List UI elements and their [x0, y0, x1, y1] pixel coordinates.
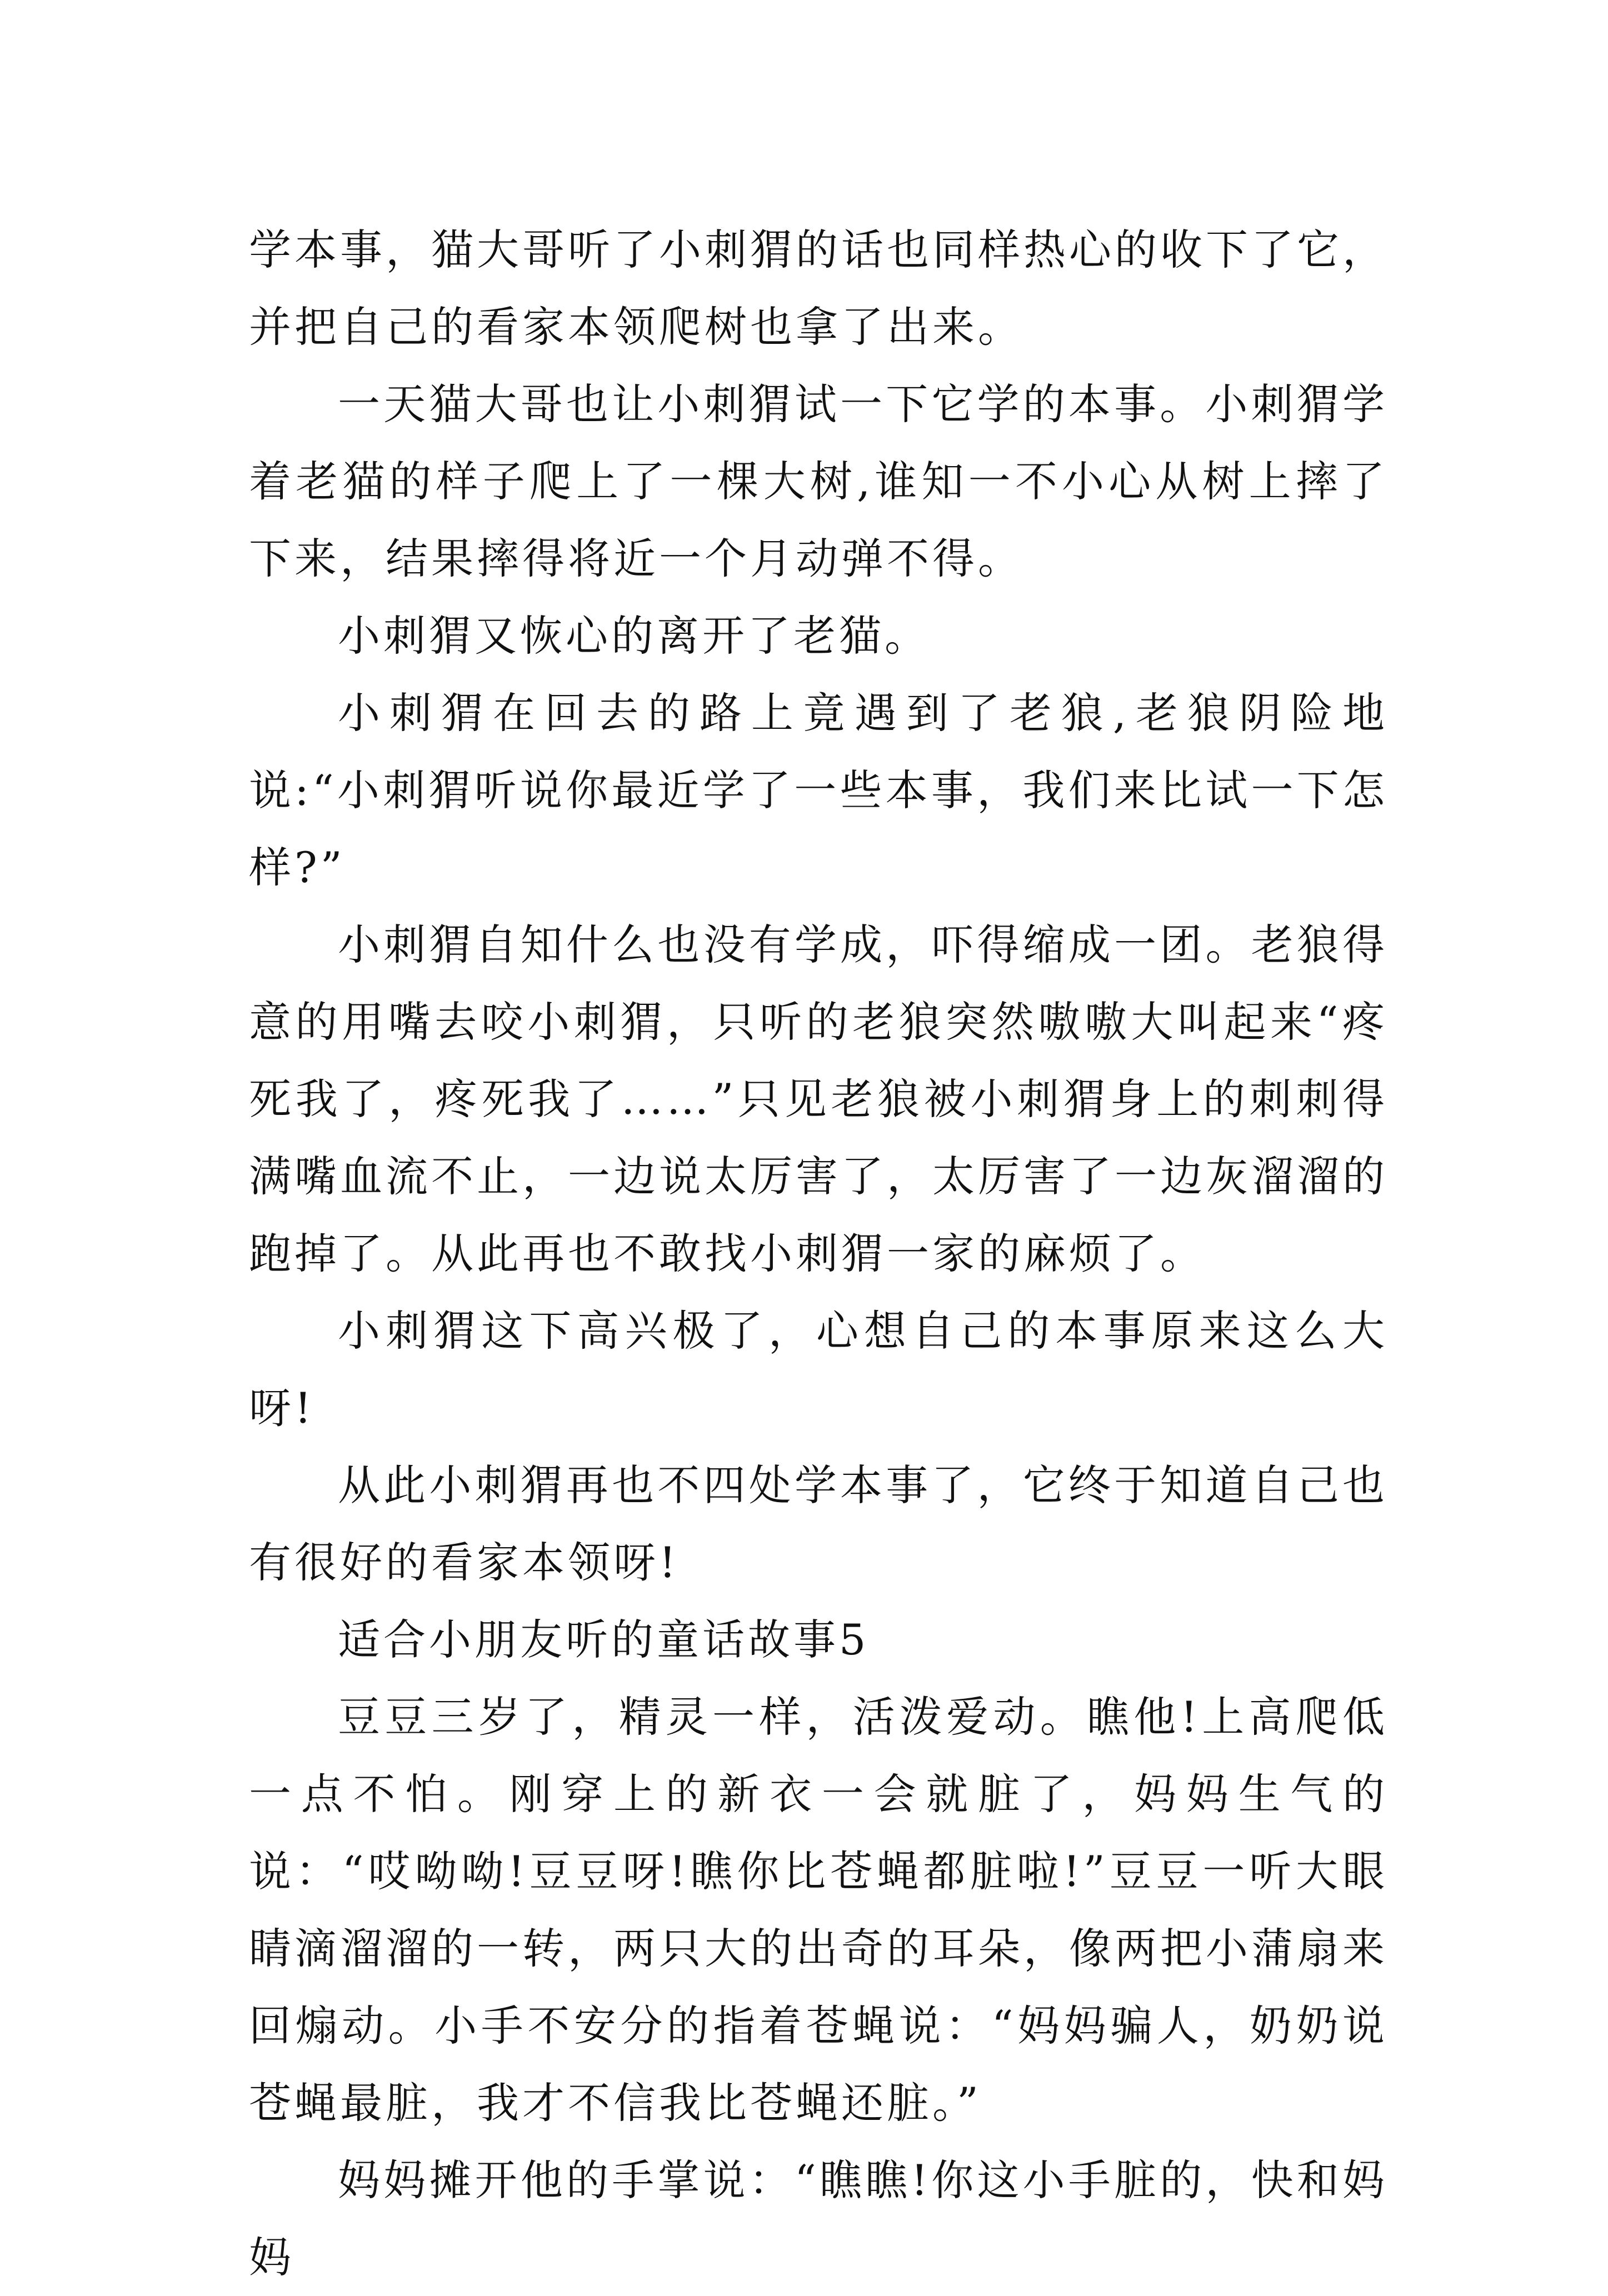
paragraph-1: 学本事，猫大哥听了小刺猬的话也同样热心的收下了它，并把自己的看家本领爬树也拿了出来。 — [249, 225, 1388, 352]
paragraph-4: 小刺猬在回去的路上竟遇到了老狼,老狼阴险地说:“小刺猬听说你最近学了一些本事，我们来比试一下怎样?” — [249, 688, 1388, 892]
paragraph-10: 妈妈摊开他的手掌说：“瞧瞧!你这小手脏的，快和妈妈 — [249, 2155, 1388, 2282]
paragraph-5: 小刺猬自知什么也没有学成，吓得缩成一团。老狼得意的用嘴去咬小刺猬，只听的老狼突然嗷嗷大叫起来“疼死我了，疼死我了……”只见老狼被小刺猬身上的刺刺得满嘴血流不止，一边说太厉害了，太厉害了一边灰溜溜的跑掉了。从此再也不敢找小刺猬一家的麻烦了。 — [249, 920, 1388, 1278]
paragraph-7: 从此小刺猬再也不四处学本事了，它终于知道自己也有很好的看家本领呀! — [249, 1460, 1388, 1587]
paragraph-9: 豆豆三岁了，精灵一样，活泼爱动。瞧他!上高爬低一点不怕。刚穿上的新衣一会就脏了，妈妈生气的说：“哎呦呦!豆豆呀!瞧你比苍蝇都脏啦!”豆豆一听大眼睛滴溜溜的一转，两只大的出奇的耳朵，像两把小蒲扇来回煽动。小手不安分的指着苍蝇说：“妈妈骗人，奶奶说苍蝇最脏，我才不信我比苍蝇还脏。” — [249, 1692, 1388, 2128]
section-heading: 适合小朋友听的童话故事5 — [338, 1615, 870, 1664]
paragraph-2: 一天猫大哥也让小刺猬试一下它学的本事。小刺猬学着老猫的样子爬上了一棵大树,谁知一不小心从树上摔了下来，结果摔得将近一个月动弹不得。 — [249, 379, 1388, 583]
paragraph-3: 小刺猬又恢心的离开了老猫。 — [338, 611, 930, 661]
paragraph-6: 小刺猬这下高兴极了，心想自己的本事原来这么大呀! — [249, 1306, 1388, 1433]
document-body — [249, 211, 1388, 2296]
